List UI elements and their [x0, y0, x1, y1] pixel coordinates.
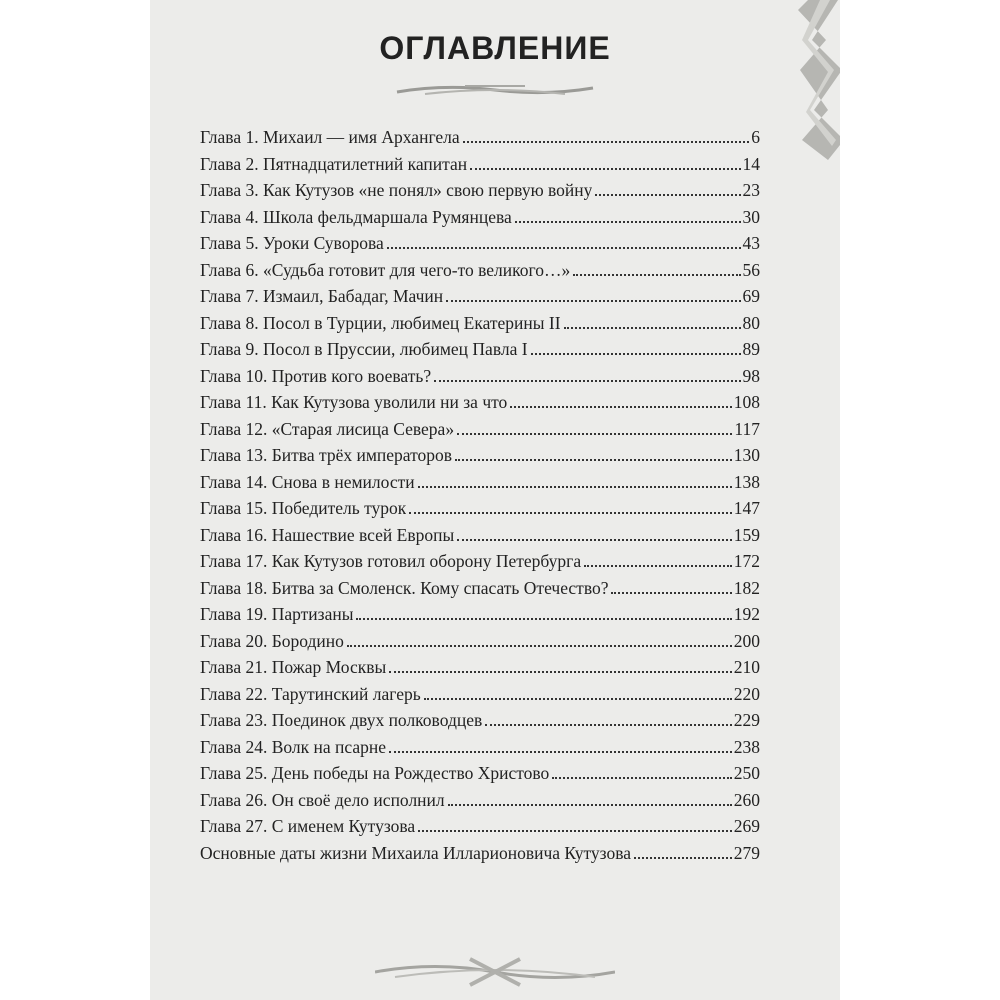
toc-dot-leader	[409, 512, 731, 514]
toc-entry-page: 14	[742, 153, 760, 174]
toc-entry-title: Глава 4. Школа фельдмаршала Румянцева	[200, 206, 512, 227]
toc-entry-title: Глава 17. Как Кутузов готовил оборону Петербурга	[200, 551, 582, 571]
toc-dot-leader	[418, 486, 732, 488]
toc-entry-page: 182	[733, 577, 760, 598]
toc-entry-title: Глава 11. Как Кутузова уволили ни за что	[200, 392, 508, 412]
toc-entry-page: 147	[733, 498, 760, 518]
toc-entry	[200, 124, 760, 151]
toc-entry	[200, 760, 760, 787]
toc-entry	[200, 601, 760, 628]
toc-dot-leader	[552, 777, 731, 779]
toc-entry-title: Глава 19. Партизаны	[200, 604, 354, 624]
toc-entry-title: Глава 27. С именем Кутузова	[200, 816, 416, 836]
toc-dot-leader	[347, 645, 732, 647]
ribbon-ornament	[798, 0, 840, 160]
toc-entry	[200, 389, 760, 416]
toc-entry-title: Глава 9. Посол в Пруссии, любимец Павла I	[200, 339, 528, 359]
title-flourish	[395, 82, 595, 98]
toc-entry-title: Глава 8. Посол в Турции, любимец Екатерины II	[200, 312, 561, 333]
toc-entry-page: 89	[742, 339, 760, 359]
toc-entry-page: 210	[733, 657, 760, 677]
toc-entry-page: 159	[733, 524, 760, 545]
toc-dot-leader	[387, 247, 741, 249]
toc-dot-leader	[455, 459, 732, 461]
toc-dot-leader	[448, 804, 732, 806]
table-of-contents	[200, 124, 760, 866]
toc-entry-page: 172	[733, 551, 760, 571]
toc-entry	[200, 204, 760, 231]
toc-entry-title: Глава 12. «Старая лисица Севера»	[200, 418, 455, 439]
toc-entry-title: Глава 5. Уроки Суворова	[200, 233, 384, 253]
toc-entry-page: 260	[733, 789, 760, 810]
toc-entry	[200, 548, 760, 575]
toc-entry	[200, 707, 760, 734]
toc-entry-title: Глава 6. «Судьба готовит для чего-то великого…»	[200, 259, 571, 280]
toc-dot-leader	[584, 565, 732, 567]
toc-dot-leader	[611, 592, 731, 594]
toc-entry-page: 117	[734, 418, 760, 439]
toc-entry	[200, 469, 760, 496]
bottom-flourish	[375, 955, 615, 989]
toc-entry-title: Глава 3. Как Кутузов «не понял» свою первую войну	[200, 180, 593, 200]
toc-entry-title: Глава 22. Тарутинский лагерь	[200, 683, 421, 704]
toc-entry	[200, 363, 760, 390]
toc-entry-title: Глава 24. Волк на псарне	[200, 736, 387, 757]
toc-entry-page: 138	[733, 471, 760, 492]
toc-entry-title: Глава 25. День победы на Рождество Христово	[200, 763, 550, 783]
toc-entry-title: Глава 2. Пятнадцатилетний капитан	[200, 153, 468, 174]
toc-dot-leader	[595, 194, 740, 196]
toc-entry-title: Глава 20. Бородино	[200, 630, 344, 651]
toc-entry	[200, 151, 760, 178]
toc-dot-leader	[470, 168, 740, 170]
page-title: ОГЛАВЛЕНИЕ	[379, 30, 611, 66]
toc-entry	[200, 230, 760, 257]
toc-entry-title: Глава 18. Битва за Смоленск. Кому спасать Отечество?	[200, 577, 609, 598]
toc-entry-title: Глава 15. Победитель турок	[200, 498, 407, 518]
toc-dot-leader	[457, 433, 732, 435]
toc-entry	[200, 654, 760, 681]
toc-dot-leader	[634, 857, 732, 859]
toc-entry	[200, 495, 760, 522]
toc-dot-leader	[424, 698, 732, 700]
toc-dot-leader	[446, 300, 740, 302]
toc-entry-page: 130	[733, 445, 760, 465]
toc-entry-page: 98	[742, 365, 760, 386]
toc-entry-title: Глава 14. Снова в немилости	[200, 471, 415, 492]
toc-dot-leader	[457, 539, 732, 541]
toc-entry	[200, 442, 760, 469]
toc-entry-title: Глава 16. Нашествие всей Европы	[200, 524, 455, 545]
toc-dot-leader	[434, 380, 740, 382]
toc-entry-page: 69	[742, 286, 760, 306]
toc-entry	[200, 575, 760, 602]
toc-entry	[200, 177, 760, 204]
toc-entry-page: 238	[733, 736, 760, 757]
toc-dot-leader	[515, 221, 741, 223]
toc-entry-title: Глава 26. Он своё дело исполнил	[200, 789, 445, 810]
toc-entry-page: 23	[742, 180, 760, 200]
toc-entry-title: Глава 13. Битва трёх императоров	[200, 445, 453, 465]
toc-entry-title: Основные даты жизни Михаила Илларионовича Кутузова	[200, 842, 632, 863]
toc-entry-title: Глава 1. Михаил — имя Архангела	[200, 127, 460, 147]
toc-entry-page: 220	[733, 683, 760, 704]
toc-dot-leader	[564, 327, 741, 329]
toc-entry-page: 56	[742, 259, 760, 280]
toc-entry-page: 43	[742, 233, 760, 253]
toc-entry	[200, 336, 760, 363]
toc-dot-leader	[389, 751, 732, 753]
toc-entry	[200, 840, 760, 867]
toc-entry-page: 229	[733, 710, 760, 730]
toc-entry-page: 269	[733, 816, 760, 836]
toc-entry-title: Глава 10. Против кого воевать?	[200, 365, 432, 386]
toc-dot-leader	[531, 353, 741, 355]
toc-entry-title: Глава 7. Измаил, Бабадаг, Мачин	[200, 286, 444, 306]
toc-entry	[200, 628, 760, 655]
toc-entry-page: 30	[742, 206, 760, 227]
toc-entry	[200, 257, 760, 284]
toc-dot-leader	[463, 141, 750, 143]
toc-entry	[200, 283, 760, 310]
toc-dot-leader	[485, 724, 732, 726]
toc-entry	[200, 681, 760, 708]
toc-entry-title: Глава 21. Пожар Москвы	[200, 657, 387, 677]
toc-entry	[200, 522, 760, 549]
toc-entry-page: 200	[733, 630, 760, 651]
toc-entry-page: 108	[733, 392, 760, 412]
toc-dot-leader	[573, 274, 740, 276]
toc-entry-title: Глава 23. Поединок двух полководцев	[200, 710, 483, 730]
toc-entry	[200, 416, 760, 443]
toc-dot-leader	[389, 671, 731, 673]
toc-dot-leader	[356, 618, 731, 620]
toc-entry	[200, 787, 760, 814]
toc-entry	[200, 734, 760, 761]
toc-entry-page: 80	[742, 312, 760, 333]
toc-entry-page: 279	[733, 842, 760, 863]
toc-entry	[200, 813, 760, 840]
toc-dot-leader	[510, 406, 731, 408]
toc-dot-leader	[418, 830, 732, 832]
toc-entry	[200, 310, 760, 337]
book-page	[150, 0, 840, 1000]
toc-entry-page: 250	[733, 763, 760, 783]
toc-entry-page: 192	[733, 604, 760, 624]
toc-entry-page: 6	[751, 127, 760, 147]
